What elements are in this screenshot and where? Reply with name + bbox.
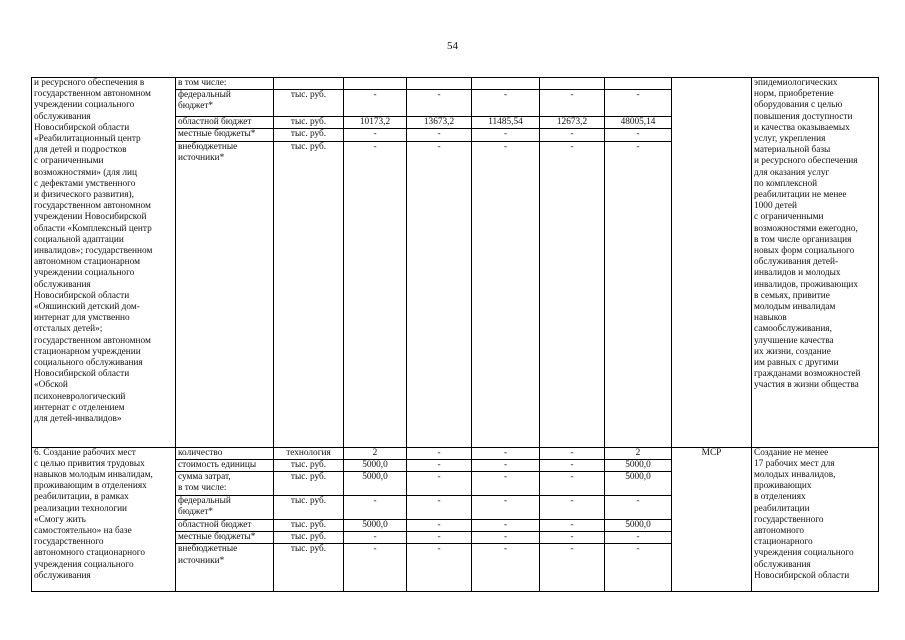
measure-description: и ресурсного обеспечения в государственном автономном учреждении социального обслуживания Новосибирской области «Реабилитационный центр для детей и подростков с ограниченными возможностями» (для лиц с дефектами умственного и физического развития), государственном автономном учреждении Новосибирской области «Комплексный центр социальной адаптации инвалидов»; государственном автономном стационарном учреждении социального обслуживания Новосибирской области «Ояшинский детский дом- интернат для умственно отсталых детей»; государственном автономном стационарном учреждении социального обслуживания Новосибирской области «Обской психоневрологический интернат с отделением для детей-инвалидов» [32,78,176,448]
value-cell: - [407,532,472,544]
value-cell: - [344,129,407,141]
unit-cell: тыс. руб. [274,472,344,496]
value-cell: 5000,0 [344,520,407,532]
table-row [32,78,879,90]
value-cell: 48005,14 [605,117,672,129]
value-cell: - [540,496,605,520]
value-cell: - [540,459,605,471]
unit-cell: тыс. руб. [274,459,344,471]
value-cell: 2 [605,447,672,459]
value-cell: - [472,90,540,117]
unit-cell: технология [274,447,344,459]
value-cell: 13673,2 [407,117,472,129]
value-cell: 5000,0 [605,459,672,471]
value-cell: - [407,141,472,447]
value-cell: 5000,0 [344,472,407,496]
value-cell: - [407,129,472,141]
value-cell: - [407,544,472,592]
program-table [31,77,879,592]
unit-cell: тыс. руб. [274,496,344,520]
unit-cell: тыс. руб. [274,141,344,447]
value-cell [407,78,472,90]
value-cell: - [472,532,540,544]
indicator-label: областной бюджет [176,117,274,129]
indicator-label: стоимость единицы [176,459,274,471]
value-cell: - [344,141,407,447]
indicator-label: областной бюджет [176,520,274,532]
value-cell: 10173,2 [344,117,407,129]
value-cell: - [407,90,472,117]
value-cell: - [540,141,605,447]
value-cell [540,78,605,90]
value-cell: 12673,2 [540,117,605,129]
unit-cell: тыс. руб. [274,544,344,592]
indicator-label: внебюджетные источники* [176,141,274,447]
value-cell: - [605,544,672,592]
indicator-label: количество [176,447,274,459]
executor-cell: МСР [672,447,752,592]
value-cell: 5000,0 [605,472,672,496]
expected-result: эпидемиологических норм, приобретение оборудования с целью повышения доступности и качества оказываемых услуг, укрепления материальной базы и ресурсного обеспечения для оказания услуг по комплексной реабилитации не менее 1000 детей с ограниченными возможностями ежегодно, в том числе организация новых форм социального обслуживания детей- инвалидов и молодых инвалидов, проживающих в семьях, привитие молодым инвалидам навыков самообслуживания, улучшение качества их жизни, создание им равных с другими гражданами возможностей участия в жизни общества [752,78,879,448]
value-cell: - [540,472,605,496]
indicator-label: сумма затрат, в том числе: [176,472,274,496]
value-cell: - [344,532,407,544]
value-cell: - [407,472,472,496]
value-cell: 5000,0 [344,459,407,471]
indicator-label: местные бюджеты* [176,129,274,141]
value-cell: - [472,129,540,141]
value-cell [472,78,540,90]
expected-result: Создание не менее 17 рабочих мест для молодых инвалидов, проживающих в отделениях реабилитации государственного автономного стационарного учреждения социального обслуживания Новосибирской области [752,447,879,592]
value-cell: - [344,90,407,117]
value-cell: - [605,532,672,544]
value-cell: 5000,0 [605,520,672,532]
value-cell: - [540,129,605,141]
value-cell: - [540,544,605,592]
value-cell: - [472,520,540,532]
value-cell: - [605,129,672,141]
unit-cell [274,78,344,90]
unit-cell: тыс. руб. [274,117,344,129]
unit-cell: тыс. руб. [274,520,344,532]
value-cell: - [472,459,540,471]
indicator-label: федеральный бюджет* [176,496,274,520]
value-cell: - [540,90,605,117]
table-row [32,447,879,459]
value-cell: - [472,496,540,520]
indicator-label: в том числе: [176,78,274,90]
value-cell: - [472,141,540,447]
value-cell: - [407,459,472,471]
value-cell: - [472,544,540,592]
value-cell: - [472,447,540,459]
value-cell: - [605,496,672,520]
value-cell: - [605,90,672,117]
value-cell: - [407,447,472,459]
value-cell: - [344,496,407,520]
executor-cell [672,78,752,448]
value-cell: - [407,520,472,532]
indicator-label: внебюджетные источники* [176,544,274,592]
value-cell: - [605,141,672,447]
unit-cell: тыс. руб. [274,129,344,141]
value-cell: - [407,496,472,520]
measure-description: 6. Создание рабочих мест с целью привития трудовых навыков молодым инвалидам, проживающим в отделениях реабилитации, в рамках реализации технологии «Смогу жить самостоятельно» на базе государственного автономного стационарного учреждения социального обслуживания [32,447,176,592]
table-body [32,78,879,592]
value-cell: - [472,472,540,496]
value-cell: - [540,532,605,544]
page-number: 54 [447,40,458,52]
value-cell [605,78,672,90]
value-cell: 2 [344,447,407,459]
unit-cell: тыс. руб. [274,532,344,544]
value-cell: 11485,54 [472,117,540,129]
indicator-label: федеральный бюджет* [176,90,274,117]
value-cell: - [344,544,407,592]
value-cell: - [540,520,605,532]
value-cell [344,78,407,90]
unit-cell: тыс. руб. [274,90,344,117]
indicator-label: местные бюджеты* [176,532,274,544]
value-cell: - [540,447,605,459]
